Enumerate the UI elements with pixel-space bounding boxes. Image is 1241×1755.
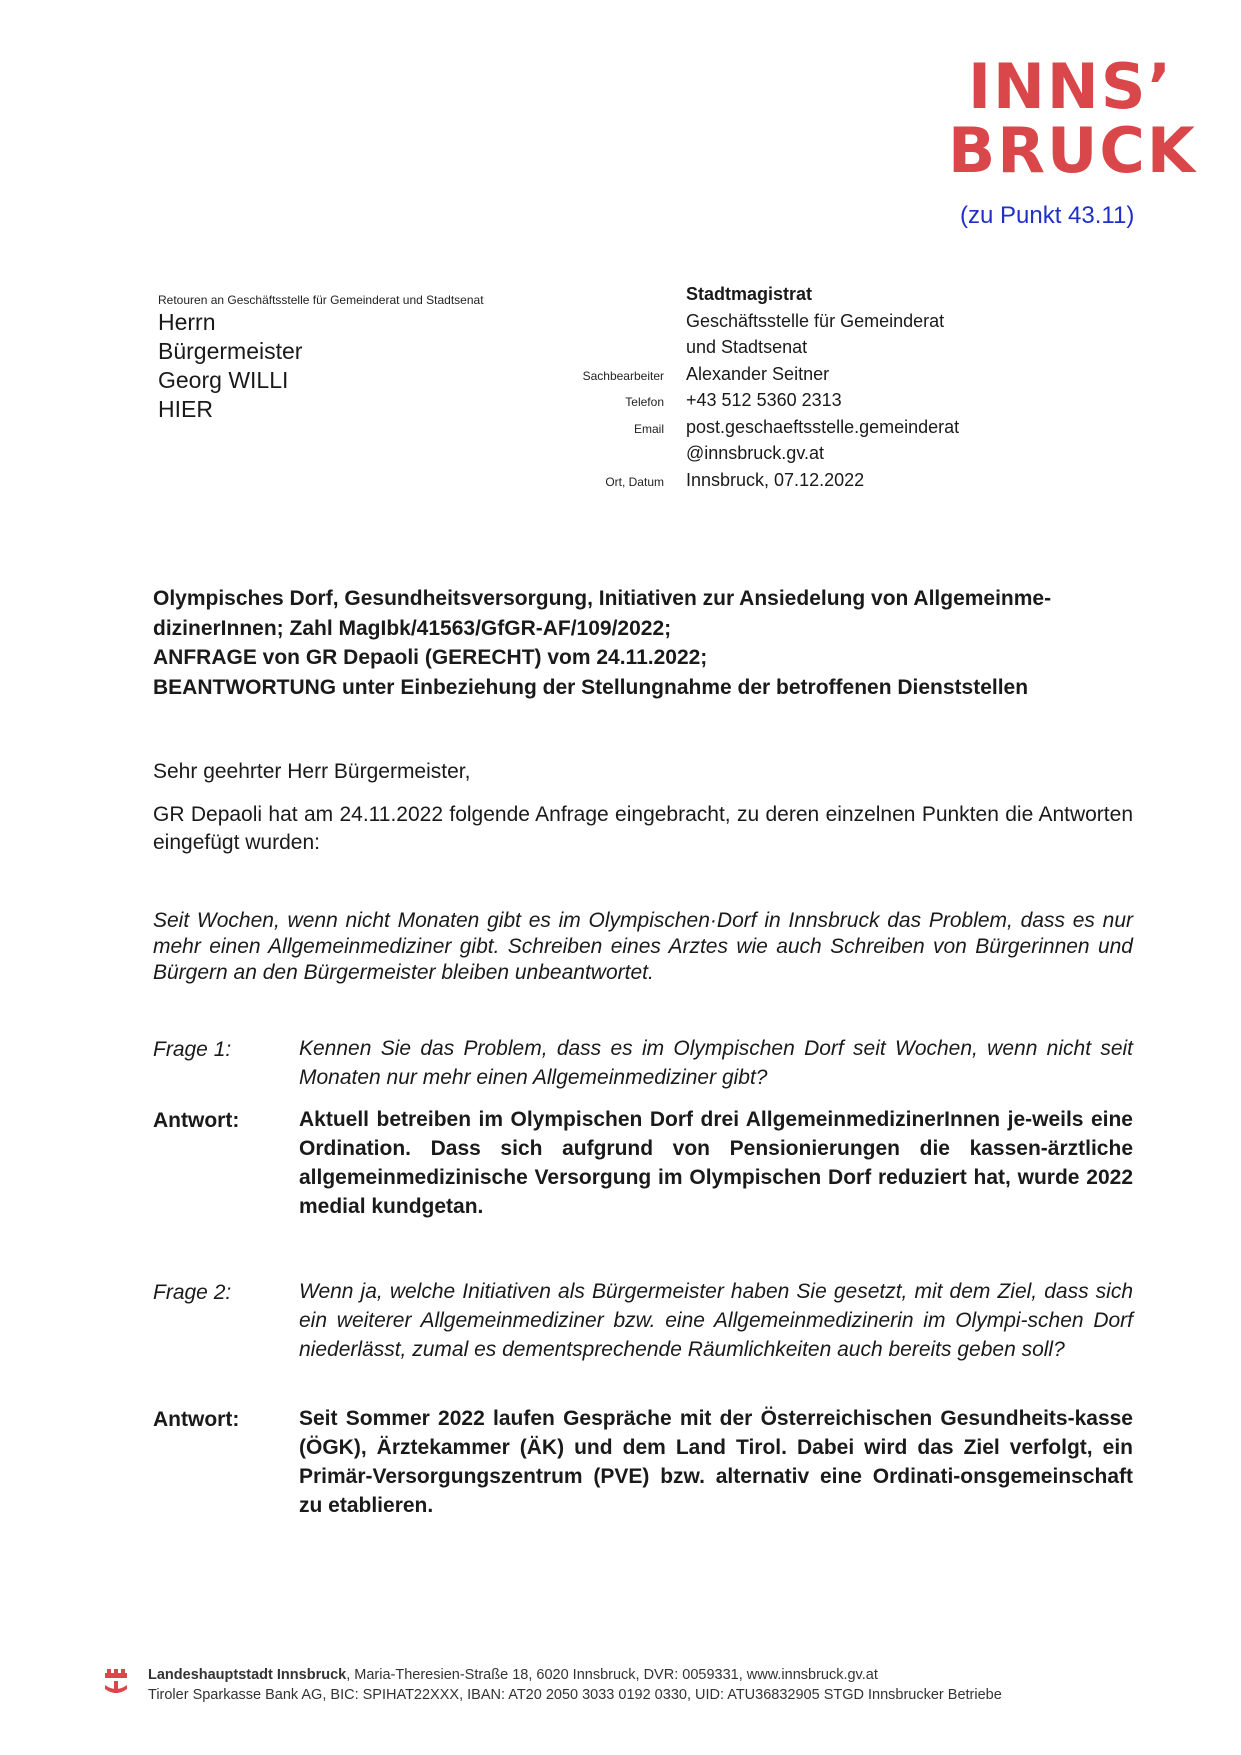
subject-block (153, 584, 1133, 702)
email-label: Email (633, 421, 664, 436)
answer-label: Antwort: (153, 1408, 240, 1431)
clerk-name: Alexander Seitner (686, 363, 830, 384)
answer-label: Antwort: (153, 1109, 240, 1132)
logo-line-2: BRUCK (948, 114, 1197, 187)
city-crest-icon (104, 1669, 128, 1703)
logo-line-1: INNS’ (967, 50, 1174, 123)
inquiry-quote: Seit Wochen, wenn nicht Monaten gibt es im Olympischen·Dorf in Innsbruck das Problem, dass es nur mehr einen Allgemeinmediziner gibt. Schreiben eines Arztes wie auch Schreiben von Bürgerinnen und Bürgern an den Bürgermeister bleiben unbeantwortet. (153, 909, 1133, 984)
phone-label: Telefon (625, 395, 664, 409)
recipient-line: Herrn (158, 309, 216, 335)
return-address-line: Retouren an Geschäftsstelle für Gemeinderat und Stadtsenat (158, 293, 484, 307)
intro-paragraph: GR Depaoli hat am 24.11.2022 folgende Anfrage eingebracht, zu deren einzelnen Punkten die Antworten eingefügt wurden: (153, 803, 1133, 854)
date-label: Ort, Datum (605, 474, 664, 489)
clerk-label: Sachbearbeiter (582, 368, 664, 383)
footer-line-1 (148, 1667, 878, 1683)
email-address: post.geschaeftsstelle.gemeinderat (686, 416, 960, 437)
innsbruck-logo (948, 50, 1197, 187)
subject-line: dizinerInnen; Zahl MagIbk/41563/GfGR-AF/109/2022; (153, 616, 672, 640)
recipient-line: Georg WILLI (158, 367, 289, 393)
recipient-line: HIER (158, 396, 213, 422)
question-text: Wenn ja, welche Initiativen als Bürgermeister haben Sie gesetzt, mit dem Ziel, dass sich ein weiterer Allgemeinmediziner bzw. eine Allgemeinmedizinerin im Olympi-schen Dorf niederlässt, zumal es dementsprechende Räumlichkeiten auch bereits geben soll? (299, 1280, 1133, 1361)
footer-address: , Maria-Theresien-Straße 18, 6020 Innsbruck, DVR: 0059331, www.innsbruck.gv.at (346, 1667, 878, 1683)
sender-dept: und Stadtsenat (686, 337, 808, 357)
salutation: Sehr geehrter Herr Bürgermeister, (153, 760, 471, 783)
question-text: Kennen Sie das Problem, dass es im Olympischen Dorf seit Wochen, wenn nicht seit Monaten nur mehr einen Allgemeinmediziner gibt? (299, 1037, 1133, 1089)
agenda-reference: (zu Punkt 43.11) (960, 202, 1135, 229)
place-date: Innsbruck, 07.12.2022 (686, 469, 865, 490)
footer-line-2: Tiroler Sparkasse Bank AG, BIC: SPIHAT22XXX, IBAN: AT20 2050 3033 0192 0330, UID: ATU36832905 STGD Innsbrucker Betriebe (148, 1687, 1002, 1703)
recipient-block (158, 308, 302, 424)
answer-text: Seit Sommer 2022 laufen Gespräche mit der Österreichischen Gesundheits-kasse (ÖGK), Ärztekammer (ÄK) und dem Land Tirol. Dabei wird das Ziel verfolgt, ein Primär-Versorgungszentrum (PVE) bzw. alternativ eine Ordinati-onsgemeinschaft zu etablieren. (299, 1407, 1133, 1517)
email-address-domain: @innsbruck.gv.at (686, 443, 824, 463)
sender-block (560, 284, 959, 496)
subject-line: Olympisches Dorf, Gesundheitsversorgung, Initiativen zur Ansiedelung von Allgemeinme- (153, 587, 1052, 610)
recipient-line: Bürgermeister (158, 338, 303, 364)
subject-line: BEANTWORTUNG unter Einbeziehung der Stellungnahme der betroffenen Dienststellen (153, 675, 1029, 699)
answer-text: Aktuell betreiben im Olympischen Dorf drei AllgemeinmedizinerInnen je-weils eine Ordination. Dass sich aufgrund von Pensionierungen die kassen-ärztliche allgemeinmedizinische Versorgung im Olympischen Dorf reduziert hat, wurde 2022 medial kundgetan. (299, 1108, 1133, 1218)
footer-city-name: Landeshauptstadt Innsbruck (148, 1667, 347, 1683)
question-label: Frage 1: (153, 1038, 232, 1061)
subject-line: ANFRAGE von GR Depaoli (GERECHT) vom 24.11.2022; (153, 646, 708, 669)
question-label: Frage 2: (153, 1281, 232, 1304)
phone-number: +43 512 5360 2313 (686, 390, 842, 410)
sender-dept: Geschäftsstelle für Gemeinderat (686, 310, 945, 331)
sender-org: Stadtmagistrat (686, 284, 813, 304)
